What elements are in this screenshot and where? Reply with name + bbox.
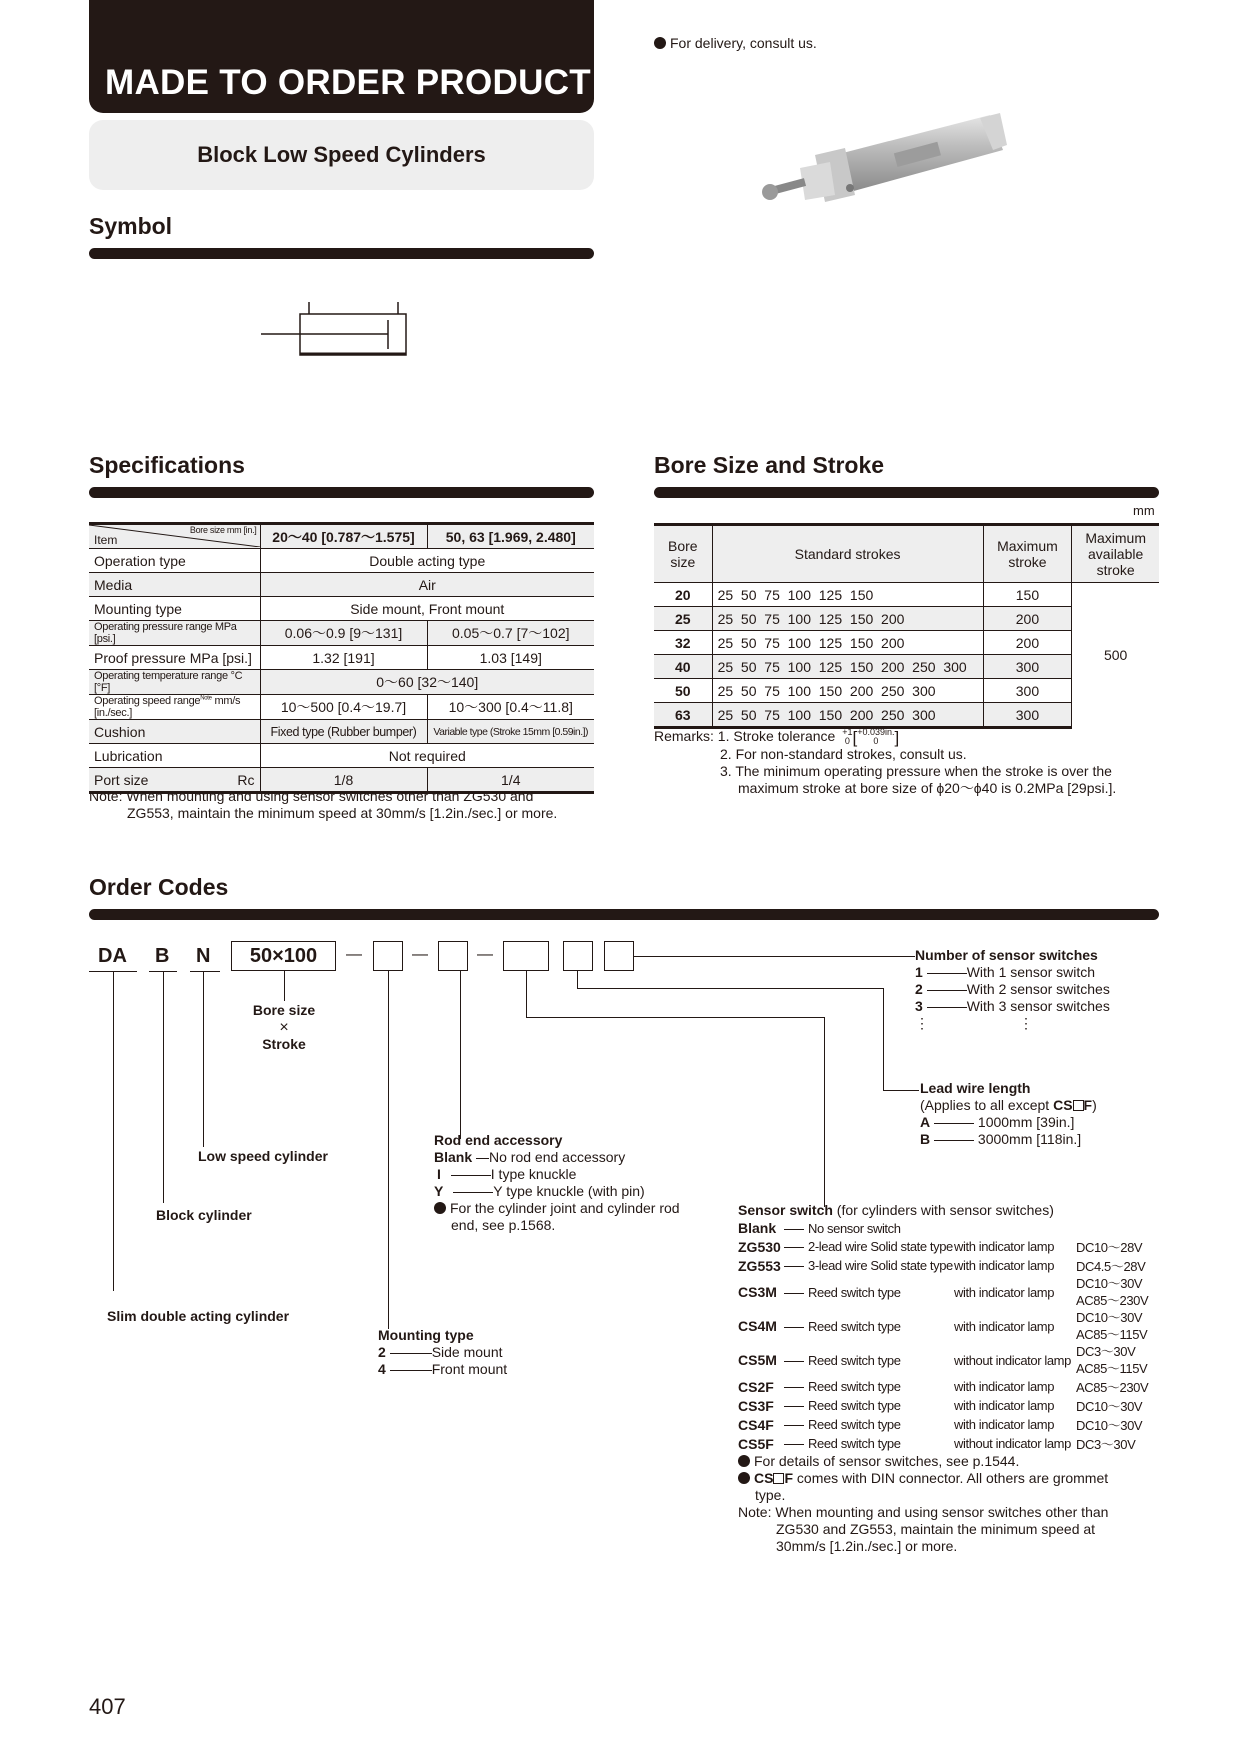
times-icon: × [279, 1019, 289, 1036]
spec-note-line: ZG553, maintain the minimum speed at 30mm/s [1.2in./sec.] or more. [127, 805, 558, 821]
option-desc: With 1 sensor switch [966, 964, 1096, 980]
sensor-option [738, 1256, 1156, 1275]
switch-voltage: DC10～30V [1076, 1418, 1143, 1433]
spec-row-mounting-type [89, 597, 594, 621]
bullet-icon [738, 1455, 750, 1467]
specifications-heading: Specifications [89, 452, 245, 478]
voltage-dc: DC10～30V [1076, 1276, 1143, 1291]
banner-title: MADE TO ORDER PRODUCT [105, 63, 591, 102]
mounting-option [378, 1361, 507, 1378]
remark-text: 1. Stroke tolerance [717, 728, 836, 744]
connector-line [388, 971, 389, 1329]
spec-value: 10～300 [0.4～11.8] [427, 695, 594, 720]
switch-code: CS3M [738, 1284, 777, 1300]
rod-end-note [434, 1200, 680, 1217]
sensor-switch-table [738, 1219, 1156, 1453]
voltage-ac: AC85～230V [1076, 1293, 1149, 1308]
max-stroke: 300 [983, 655, 1072, 679]
switch-lamp: without indicator lamp [954, 1436, 1071, 1451]
product-subtitle: Block Low Speed Cylinders [89, 120, 594, 190]
spec-row-operating-pressure [89, 621, 594, 646]
sensor-switch-title-row [738, 1202, 1168, 1219]
spec-header-row [89, 524, 594, 549]
switch-code: CS2F [738, 1378, 774, 1395]
connector-line [526, 971, 527, 1017]
slim-cylinder-label: Slim double acting cylinder [107, 1308, 290, 1324]
stroke-text: Stroke [262, 1036, 306, 1052]
item-label: Item [94, 533, 118, 547]
switch-lamp: without indicator lamp [954, 1352, 1071, 1368]
spec-label: Proof pressure MPa [psi.] [89, 646, 260, 670]
switch-voltage [1076, 1309, 1156, 1343]
sensor-switch-box [503, 941, 549, 971]
connector-line [883, 1090, 919, 1091]
mounting-option [378, 1344, 507, 1361]
note-text: type. [755, 1487, 786, 1503]
voltage-ac: AC85～115V [1076, 1327, 1148, 1342]
sensor-option [738, 1343, 1156, 1377]
header-standard-strokes: Standard strokes [712, 525, 983, 583]
option-code: I [437, 1166, 441, 1182]
standard-strokes: 25 50 75 100 125 150 200 [712, 631, 983, 655]
sensor-switch-subtitle: (for cylinders with sensor switches) [832, 1202, 1054, 1218]
spec-label: Media [89, 573, 260, 597]
rod-end-option [434, 1183, 680, 1200]
switch-type: 2-lead wire Solid state type [808, 1239, 953, 1254]
option-desc: Front mount [431, 1361, 508, 1377]
code-da: DA [98, 945, 127, 967]
connector-line [203, 971, 204, 1147]
note-superscript: Note [200, 695, 212, 702]
voltage-dc: DC3～30V [1076, 1344, 1136, 1359]
ellipsis-icon: ⋮ [1019, 1015, 1033, 1031]
option-desc: With 2 sensor switches [966, 981, 1110, 997]
spec-value: 1.03 [149] [427, 646, 594, 670]
spec-value: 0.05～0.7 [7～102] [427, 621, 594, 646]
bore-size-label: Bore size mm [in.] [189, 525, 257, 535]
underline [190, 971, 220, 972]
low-speed-cylinder-label: Low speed cylinder [198, 1148, 328, 1164]
switch-lamp: with indicator lamp [954, 1284, 1055, 1300]
rod-end-option [434, 1149, 680, 1166]
spec-label: Operation type [89, 549, 260, 573]
switch-type: 3-lead wire Solid state type [808, 1258, 953, 1273]
max-available-stroke: 500 [1072, 583, 1159, 728]
separator: — [477, 946, 493, 963]
switch-code: CS5F [738, 1435, 774, 1452]
max-stroke: 200 [983, 631, 1072, 655]
rod-end-legend [434, 1132, 680, 1234]
num-switches-box [604, 941, 634, 971]
option-desc: Y type knuckle (with pin) [493, 1183, 645, 1199]
mounting-type-box [373, 941, 403, 971]
connector-line [824, 1017, 825, 1207]
switch-type: Reed switch type [808, 1352, 901, 1368]
bore-size: 25 [654, 607, 712, 631]
sensor-option [738, 1415, 1156, 1434]
tol-zero: 0 [844, 736, 850, 747]
header-max-stroke: Maximum stroke [983, 525, 1072, 583]
spec-value: Not required [260, 744, 594, 768]
tolerance-in [857, 728, 894, 746]
separator: — [346, 946, 362, 963]
col-header-20-40: 20～40 [0.787～1.575] [260, 524, 427, 549]
bore-header-row [654, 525, 1159, 583]
sensor-option [738, 1275, 1156, 1309]
switch-type: Reed switch type [808, 1417, 901, 1432]
bore-row [654, 583, 1159, 607]
sensor-option [738, 1377, 1156, 1396]
spec-value: Variable type (Stroke 15mm [0.59in.]) [427, 720, 594, 744]
applies-cs: CS [1053, 1097, 1073, 1113]
tol-plus: +1 [842, 727, 853, 738]
remark-1: Remarks: 1. Stroke tolerance +1 0 [ +0.039in. 0 ] [654, 727, 900, 747]
separator: — [412, 946, 428, 963]
cylinder-symbol-diagram [255, 295, 415, 365]
spec-row-temperature [89, 670, 594, 695]
page-number: 407 [89, 1694, 126, 1719]
spec-row-operation-type [89, 549, 594, 573]
switch-voltage [1076, 1275, 1156, 1309]
applies-f: F [1083, 1097, 1093, 1113]
connector-line [526, 1017, 824, 1018]
bore-size: 50 [654, 679, 712, 703]
lead-wire-applies [920, 1097, 1097, 1114]
num-switch-option [915, 998, 1110, 1015]
spec-label: Mounting type [89, 597, 260, 621]
din-connector-note [738, 1470, 1168, 1487]
bore-stroke-heading: Bore Size and Stroke [654, 452, 885, 478]
delivery-note-text: For delivery, consult us. [670, 35, 817, 51]
specifications-table [89, 522, 594, 794]
spec-note-line: Note: When mounting and using sensor switches other than ZG530 and [89, 788, 534, 804]
tol-in-plus: +0.039in. [857, 727, 895, 738]
tolerance-mm [842, 728, 852, 746]
switch-code: CS5M [738, 1352, 777, 1368]
option-desc: 3000mm [118in.] [977, 1131, 1082, 1147]
spec-value: Side mount, Front mount [260, 597, 594, 621]
note-text: end, see p.1568. [451, 1217, 556, 1233]
remark-3-cont: maximum stroke at bore size of ϕ20～ϕ40 is 0.2MPa [29psi.]. [738, 780, 1117, 797]
connector-line [113, 971, 114, 1291]
voltage-dc: DC10～30V [1076, 1310, 1143, 1325]
bore-remarks [654, 728, 1174, 797]
bullet-icon [434, 1202, 446, 1214]
spec-note [89, 788, 557, 822]
sensor-option [738, 1219, 1156, 1237]
switch-voltage: DC4.5～28V [1076, 1259, 1146, 1274]
bore-size: 40 [654, 655, 712, 679]
standard-strokes: 25 50 75 100 125 150 200 250 300 [712, 655, 983, 679]
spec-row-media [89, 573, 594, 597]
option-code: 2 [378, 1344, 386, 1360]
option-code: Y [434, 1183, 444, 1199]
note-text: For the cylinder joint and cylinder rod [450, 1200, 680, 1216]
mounting-type-legend [378, 1327, 507, 1378]
spec-label-text: Port size [94, 771, 149, 788]
ellipsis-icon: ⋮ [915, 1015, 929, 1031]
connector-line [577, 971, 578, 988]
header-max-available: Maximum available stroke [1072, 525, 1159, 583]
spec-row-cushion [89, 720, 594, 744]
lead-wire-option [920, 1131, 1097, 1148]
tol-in-zero: 0 [873, 736, 879, 747]
section-bar [89, 909, 1159, 920]
connector-line [577, 988, 883, 989]
bullet-icon [738, 1472, 750, 1484]
option-code: 3 [915, 998, 923, 1014]
spec-row-proof-pressure [89, 646, 594, 670]
standard-strokes: 25 50 75 100 150 200 250 300 [712, 703, 983, 728]
code-n: N [196, 945, 211, 967]
block-cylinder-label: Block cylinder [156, 1207, 252, 1223]
bore-size: 63 [654, 703, 712, 728]
sensor-note-line: Note: When mounting and using sensor switches other than [738, 1504, 1109, 1520]
note-f: F [784, 1470, 794, 1486]
note-text: comes with DIN connector. All others are grommet [793, 1470, 1109, 1486]
blank-box-icon [1073, 1100, 1084, 1111]
sensor-details-note [738, 1453, 1168, 1470]
sensor-option [738, 1237, 1156, 1256]
num-switches-title: Number of sensor switches [915, 947, 1098, 963]
bore-size: 20 [654, 583, 712, 607]
bore-stroke-label [244, 1002, 324, 1053]
spec-header-item-cell [89, 524, 260, 549]
switch-type: Reed switch type [808, 1379, 901, 1394]
sensor-option [738, 1396, 1156, 1415]
option-code: 4 [378, 1361, 386, 1377]
spec-label: Cushion [89, 720, 260, 744]
spec-label-text: Operating speed range [94, 695, 201, 707]
spec-row-lubrication [89, 744, 594, 768]
switch-lamp: with indicator lamp [954, 1239, 1055, 1254]
cylinder-product-image [755, 110, 1015, 230]
spec-value: 1.32 [191] [260, 646, 427, 670]
note-text: For details of sensor switches, see p.1544. [754, 1453, 1020, 1469]
spec-value: 10～500 [0.4～19.7] [260, 695, 427, 720]
switch-code: CS3F [738, 1397, 774, 1414]
voltage-ac: AC85～115V [1076, 1361, 1148, 1376]
unit-label: mm [1133, 503, 1155, 518]
section-bar [89, 248, 594, 259]
option-desc: With 3 sensor switches [966, 998, 1110, 1014]
switch-type: No sensor switch [808, 1220, 901, 1236]
switch-type: Reed switch type [808, 1284, 901, 1300]
col-header-50-63: 50, 63 [1.969, 2.480] [427, 524, 594, 549]
sensor-option [738, 1434, 1156, 1453]
spec-value: 1/4 [427, 768, 594, 793]
max-stroke: 200 [983, 607, 1072, 631]
max-stroke: 300 [983, 703, 1072, 728]
option-code: Blank [434, 1149, 473, 1165]
option-code: B [920, 1131, 931, 1147]
switch-code: ZG553 [738, 1257, 781, 1274]
num-switch-option [915, 981, 1110, 998]
option-code: 1 [915, 964, 923, 980]
switch-voltage: DC10～28V [1076, 1240, 1143, 1255]
switch-voltage [1076, 1343, 1156, 1377]
lead-wire-title: Lead wire length [920, 1080, 1031, 1096]
symbol-heading: Symbol [89, 213, 173, 239]
sensor-note-line: ZG530 and ZG553, maintain the minimum speed at [776, 1521, 1096, 1537]
option-code: A [920, 1114, 931, 1130]
sensor-note-line: 30mm/s [1.2in./sec.] or more. [776, 1538, 958, 1554]
spec-value: Fixed type (Rubber bumper) [260, 720, 427, 744]
sensor-switch-title: Sensor switch [738, 1202, 833, 1218]
switch-lamp: with indicator lamp [954, 1258, 1055, 1273]
connector-line [284, 971, 285, 1001]
spec-value: Air [260, 573, 594, 597]
max-stroke: 150 [983, 583, 1072, 607]
bore-stroke-table [654, 523, 1159, 729]
code-b: B [155, 945, 170, 967]
delivery-note [654, 35, 817, 52]
switch-code: CS4F [738, 1416, 774, 1433]
switch-code: CS4M [738, 1318, 777, 1334]
spec-value: Double acting type [260, 549, 594, 573]
mounting-type-title: Mounting type [378, 1327, 474, 1343]
bullet-icon [654, 37, 666, 49]
order-codes-heading: Order Codes [89, 874, 229, 900]
option-desc: Side mount [431, 1344, 503, 1360]
connector-line [634, 956, 915, 957]
sensor-switch-legend [738, 1202, 1168, 1555]
switch-type: Reed switch type [808, 1398, 901, 1413]
switch-lamp: with indicator lamp [954, 1318, 1055, 1334]
spec-label-unit: mm/s [in./sec.] [94, 695, 241, 719]
option-desc: I type knuckle [490, 1166, 577, 1182]
remark-3: 3. The minimum operating pressure when the stroke is over the [720, 763, 1112, 780]
option-code: 2 [915, 981, 923, 997]
section-bar [654, 487, 1159, 498]
num-switch-option [915, 964, 1110, 981]
num-switches-legend [915, 947, 1110, 1032]
applies-text: (Applies to all except [920, 1097, 1054, 1113]
section-bar [89, 487, 594, 498]
lead-wire-option [920, 1114, 1097, 1131]
switch-code: ZG530 [738, 1238, 781, 1255]
spec-value: 1/8 [260, 768, 427, 793]
spec-label: Lubrication [89, 744, 260, 768]
switch-type: Reed switch type [808, 1436, 901, 1451]
bore-size: 32 [654, 631, 712, 655]
switch-voltage: DC3～30V [1076, 1437, 1136, 1452]
note-cs: CS [754, 1470, 774, 1486]
option-desc: No rod end accessory [489, 1149, 626, 1165]
sensor-option [738, 1309, 1156, 1343]
rod-end-option [434, 1166, 680, 1183]
rod-end-title: Rod end accessory [434, 1132, 563, 1148]
connector-line [163, 971, 164, 1203]
option-desc: 1000mm [39in.] [977, 1114, 1075, 1130]
ellipsis-row [915, 1015, 1110, 1032]
switch-voltage: AC85～230V [1076, 1380, 1149, 1395]
applies-suffix: ) [1092, 1097, 1097, 1113]
spec-label [89, 695, 260, 720]
header-bore-size: Bore size [654, 525, 712, 583]
spec-label-unit: Rc [237, 771, 255, 788]
blank-box-icon [773, 1473, 784, 1484]
connector-line [460, 971, 461, 1139]
spec-value: 0～60 [32～140] [260, 670, 594, 695]
spec-row-speed-range [89, 695, 594, 720]
switch-lamp: with indicator lamp [954, 1417, 1055, 1432]
standard-strokes: 25 50 75 100 150 200 250 300 [712, 679, 983, 703]
switch-voltage: DC10～30V [1076, 1399, 1143, 1414]
remark-2: 2. For non-standard strokes, consult us. [720, 746, 967, 763]
connector-line [883, 988, 884, 1090]
switch-code: Blank [738, 1220, 777, 1236]
switch-lamp: with indicator lamp [954, 1398, 1055, 1413]
spec-label: Operating temperature range °C [°F] [89, 670, 260, 695]
standard-strokes: 25 50 75 100 125 150 [712, 583, 983, 607]
rod-end-box [438, 941, 468, 971]
standard-strokes: 25 50 75 100 125 150 200 [712, 607, 983, 631]
switch-type: Reed switch type [808, 1318, 901, 1334]
bore-size-text: Bore size [252, 1002, 316, 1018]
spec-label: Operating pressure range MPa [psi.] [89, 621, 260, 646]
remarks-label: Remarks: [654, 728, 714, 744]
max-stroke: 300 [983, 679, 1072, 703]
lead-wire-legend [920, 1080, 1097, 1148]
made-to-order-banner [89, 0, 594, 113]
spec-value: 0.06～0.9 [9～131] [260, 621, 427, 646]
lead-wire-box [563, 941, 593, 971]
code-bore-stroke-box: 50×100 [231, 941, 336, 971]
switch-lamp: with indicator lamp [954, 1379, 1055, 1394]
